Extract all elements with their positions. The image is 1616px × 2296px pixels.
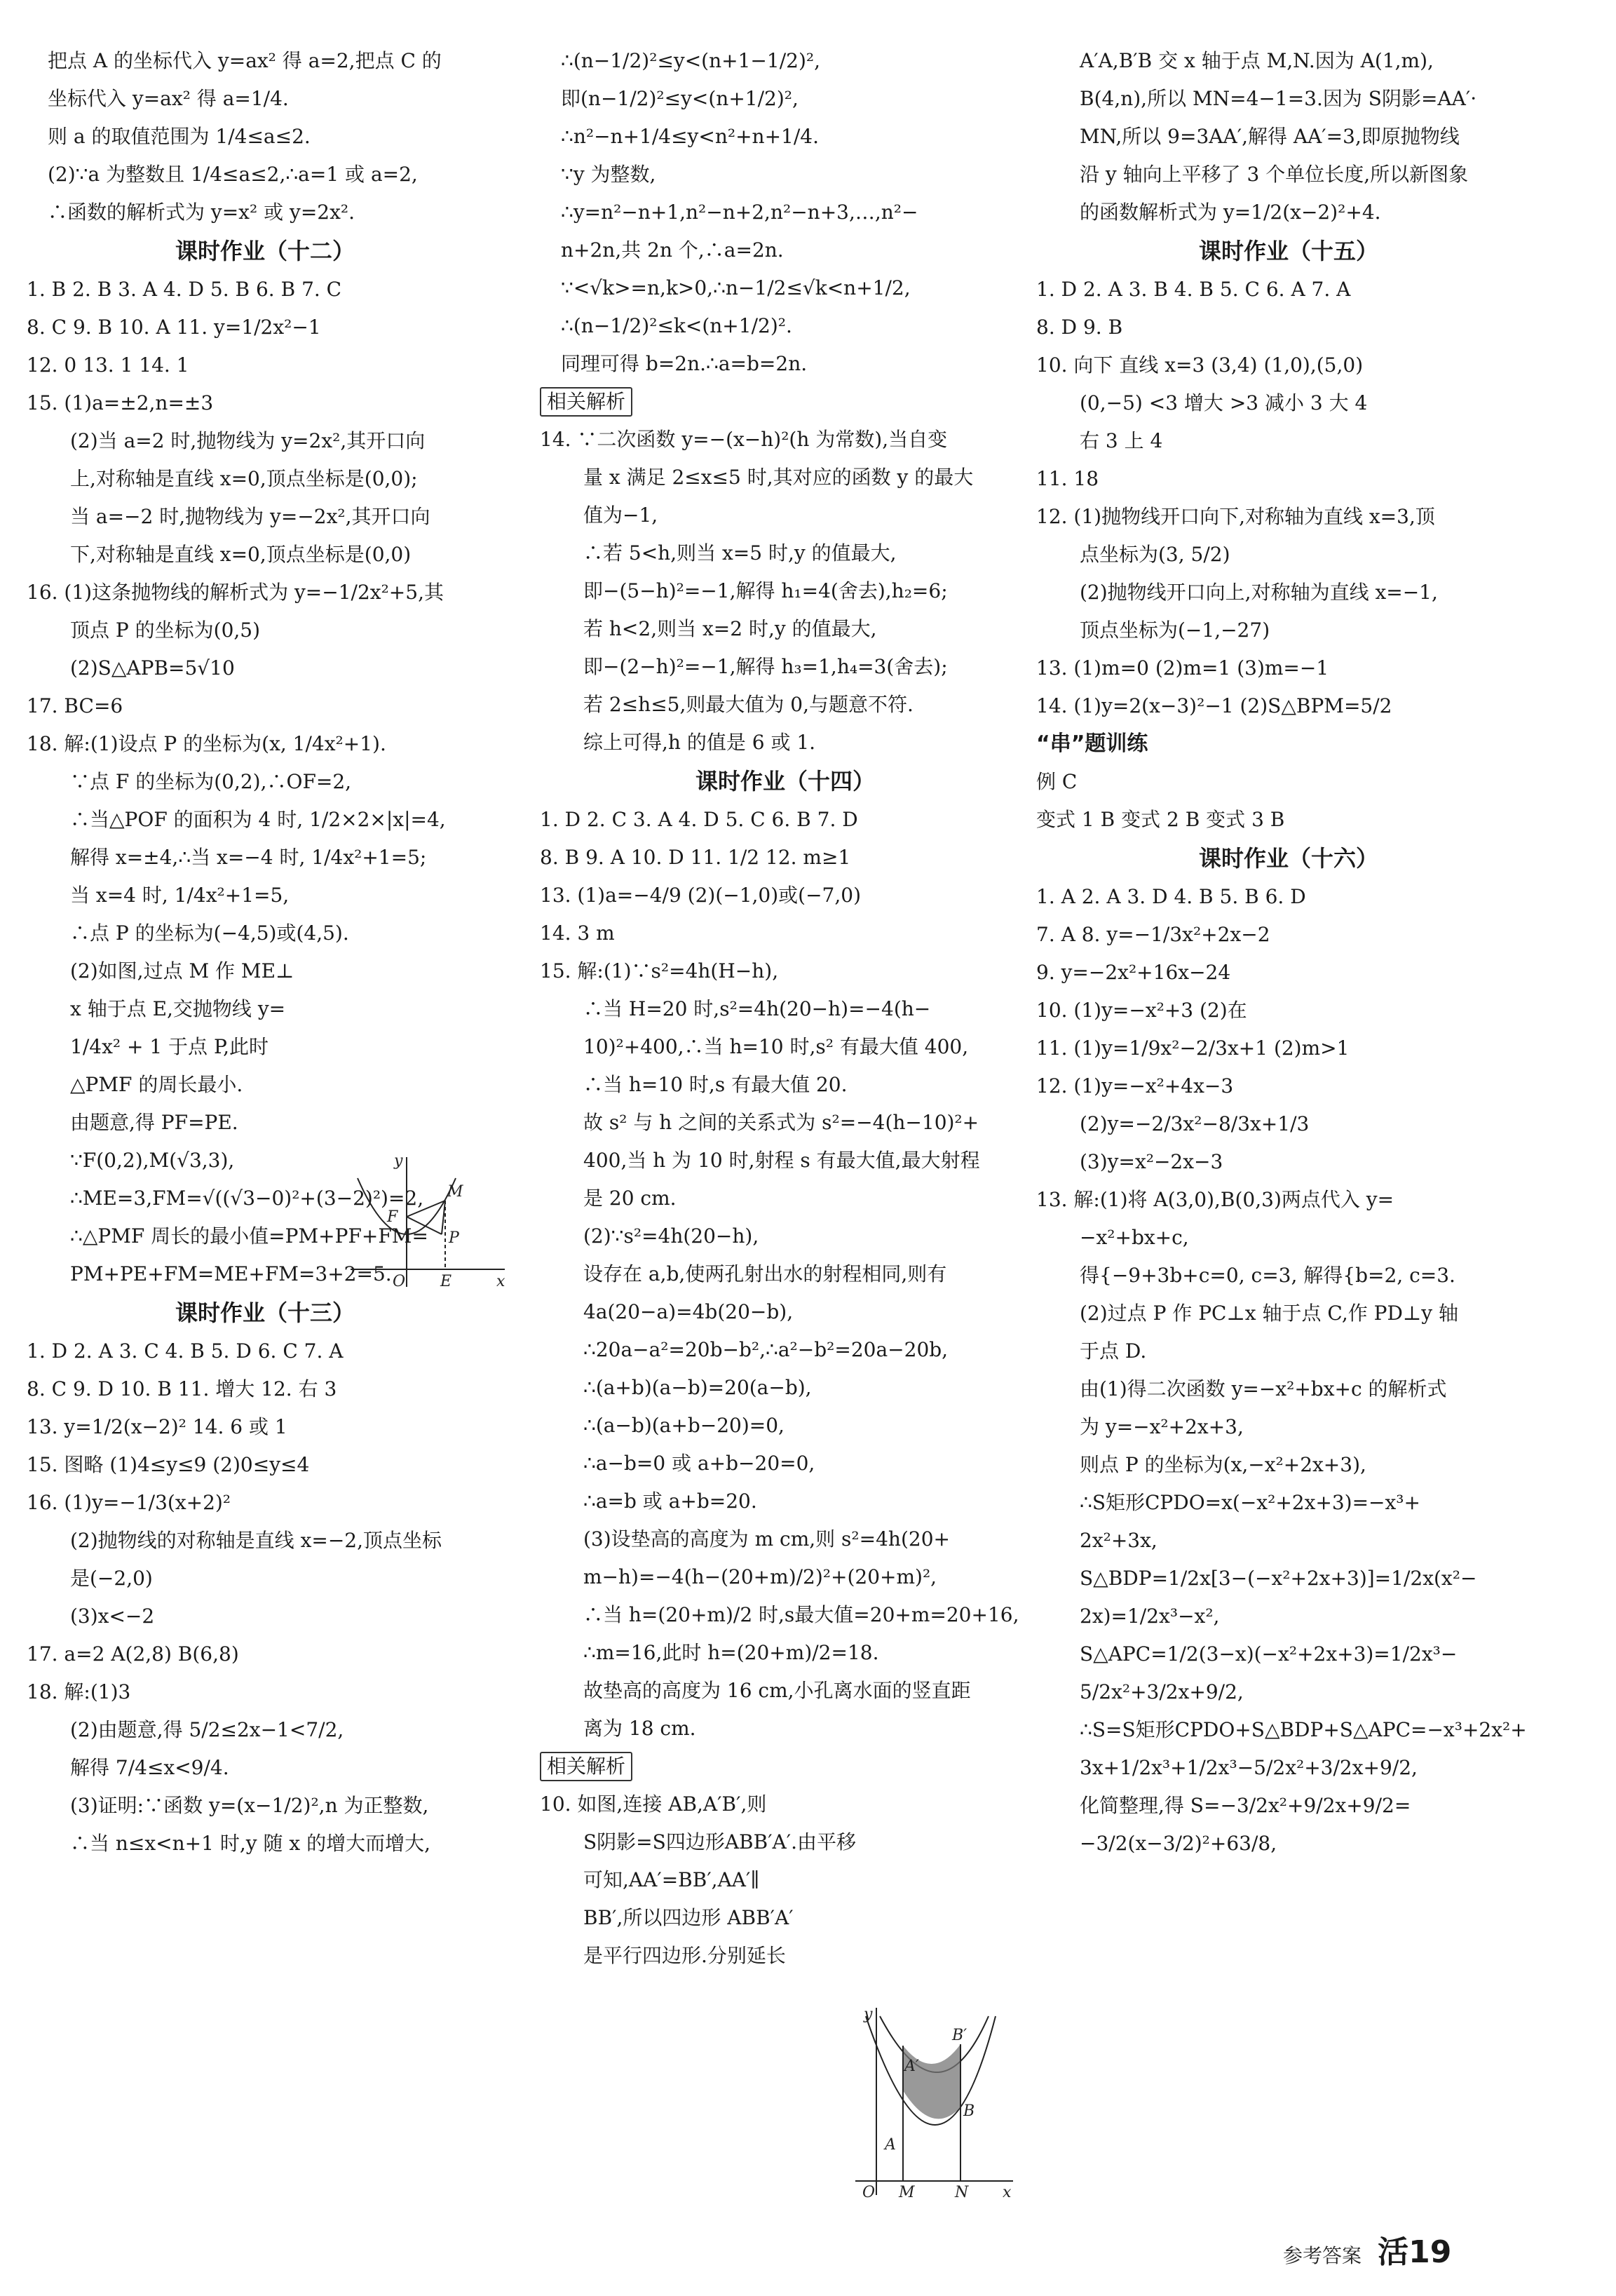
answer-line: 14. ∵二次函数 y=−(x−h)²(h 为常数),当自变 bbox=[540, 428, 948, 451]
section-heading: 课时作业（十五） bbox=[1198, 238, 1378, 264]
text-line: 同理可得 b=2n.∴a=b=2n. bbox=[561, 352, 808, 375]
text-line: 是平行四边形.分别延长 bbox=[583, 1944, 786, 1967]
text-line: 故垫高的高度为 16 cm,小孔离水面的竖直距 bbox=[583, 1679, 971, 1702]
text-line: 于点 D. bbox=[1080, 1339, 1147, 1363]
text-line: B(4,n),所以 MN=4−1=3.因为 S阴影=AA′· bbox=[1080, 87, 1477, 110]
text-line: (2)抛物线的对称轴是直线 x=−2,顶点坐标 bbox=[70, 1529, 442, 1552]
answer-line: 14. 3 m bbox=[540, 921, 615, 945]
text-line: 即(n−1/2)²≤y<(n+1/2)², bbox=[561, 87, 799, 110]
answer-line: 11. 18 bbox=[1036, 467, 1099, 490]
text-line: 下,对称轴是直线 x=0,顶点坐标是(0,0) bbox=[70, 543, 412, 566]
text-line: 是(−2,0) bbox=[70, 1567, 153, 1590]
text-line: −x²+bx+c, bbox=[1080, 1226, 1189, 1249]
text-line: (3)证明:∵函数 y=(x−1/2)²,n 为正整数, bbox=[70, 1794, 429, 1817]
text-line: ∴当 h=10 时,s 有最大值 20. bbox=[583, 1073, 848, 1096]
text-line: ∴ME=3,FM=√((√3−0)²+(3−2)²)=2, bbox=[70, 1187, 424, 1210]
answer-line: 1. D 2. A 3. C 4. B 5. D 6. C 7. A bbox=[27, 1339, 344, 1363]
text-line: 顶点坐标为(−1,−27) bbox=[1080, 619, 1270, 642]
text-line: ∵<√k>=n,k>0,∴n−1/2≤√k<n+1/2, bbox=[561, 276, 911, 299]
text-line: 右 3 上 4 bbox=[1080, 429, 1163, 452]
answer-line: 12. (1)抛物线开口向下,对称轴为直线 x=3,顶 bbox=[1036, 505, 1435, 528]
series-training-heading: “串”题训练 bbox=[1036, 731, 1148, 756]
answer-line: 8. C 9. D 10. B 11. 增大 12. 右 3 bbox=[27, 1377, 337, 1400]
text-line: S△APC=1/2(3−x)(−x²+2x+3)=1/2x³− bbox=[1080, 1642, 1458, 1666]
label-y: y bbox=[864, 2006, 873, 2023]
answer-line: 17. a=2 A(2,8) B(6,8) bbox=[27, 1642, 239, 1666]
text-line: ∴△PMF 周长的最小值=PM+PF+FM= bbox=[70, 1224, 428, 1248]
answer-line: 16. (1)y=−1/3(x+2)² bbox=[27, 1491, 231, 1514]
answer-line: 例 C bbox=[1036, 770, 1078, 793]
text-line: BB′,所以四边形 ABB′A′ bbox=[583, 1906, 794, 1929]
answer-line: 1. D 2. A 3. B 4. B 5. C 6. A 7. A bbox=[1036, 278, 1351, 301]
answer-line: 15. (1)a=±2,n=±3 bbox=[27, 391, 214, 414]
text-line: 故 s² 与 h 之间的关系式为 s²=−4(h−10)²+ bbox=[583, 1111, 979, 1134]
text-line: ∴(a−b)(a+b−20)=0, bbox=[583, 1414, 785, 1437]
text-line: ∴a−b=0 或 a+b−20=0, bbox=[583, 1452, 815, 1475]
answer-line: 1. A 2. A 3. D 4. B 5. B 6. D bbox=[1036, 885, 1306, 908]
label-x: x bbox=[496, 1273, 505, 1290]
answer-line: 8. C 9. B 10. A 11. y=1/2x²−1 bbox=[27, 316, 321, 339]
column-1 bbox=[27, 42, 503, 1863]
text-line: (2)S△APB=5√10 bbox=[70, 656, 235, 680]
text-line: (3)y=x²−2x−3 bbox=[1080, 1150, 1223, 1173]
text-line: 由(1)得二次函数 y=−x²+bx+c 的解析式 bbox=[1080, 1377, 1447, 1400]
text-line: MN,所以 9=3AA′,解得 AA′=3,即原抛物线 bbox=[1080, 125, 1460, 148]
text-line: (2)当 a=2 时,抛物线为 y=2x²,其开口向 bbox=[70, 429, 426, 452]
text-line: S△BDP=1/2x[3−(−x²+2x+3)]=1/2x(x²− bbox=[1080, 1567, 1477, 1590]
text-line: ∵F(0,2),M(√3,3), bbox=[70, 1149, 235, 1172]
answer-line: 变式 1 B 变式 2 B 变式 3 B bbox=[1036, 808, 1285, 831]
answer-line: 8. B 9. A 10. D 11. 1/2 12. m≥1 bbox=[540, 846, 851, 869]
text-line: 1/4x² + 1 于点 P,此时 bbox=[70, 1035, 269, 1058]
answer-line: 9. y=−2x²+16x−24 bbox=[1036, 961, 1231, 984]
text-line: x 轴于点 E,交抛物线 y= bbox=[70, 997, 286, 1020]
text-line: 解得 x=±4,∴当 x=−4 时, 1/4x²+1=5; bbox=[70, 846, 427, 869]
answer-line: 13. (1)m=0 (2)m=1 (3)m=−1 bbox=[1036, 656, 1329, 680]
text-line: 综上可得,h 的值是 6 或 1. bbox=[583, 731, 816, 754]
text-line: 则 a 的取值范围为 1/4≤a≤2. bbox=[48, 125, 311, 148]
text-line: 5/2x²+3/2x+9/2, bbox=[1080, 1680, 1244, 1703]
text-line: ∴点 P 的坐标为(−4,5)或(4,5). bbox=[70, 921, 349, 945]
answer-line: 13. 解:(1)将 A(3,0),B(0,3)两点代入 y= bbox=[1036, 1188, 1394, 1211]
label-p: P bbox=[449, 1229, 459, 1247]
text-line: ∴S=S矩形CPDO+S△BDP+S△APC=−x³+2x²+ bbox=[1080, 1718, 1527, 1741]
text-line: 若 h<2,则当 x=2 时,y 的值最大, bbox=[583, 617, 877, 640]
label-y: y bbox=[394, 1152, 403, 1170]
answer-line: 1. B 2. B 3. A 4. D 5. B 6. B 7. C bbox=[27, 278, 342, 301]
text-line: −3/2(x−3/2)²+63/8, bbox=[1080, 1832, 1277, 1855]
text-line: (2)∵s²=4h(20−h), bbox=[583, 1224, 759, 1248]
text-line: 坐标代入 y=ax² 得 a=1/4. bbox=[48, 87, 289, 110]
section-heading: 课时作业（十四） bbox=[695, 768, 875, 795]
text-line: ∴a=b 或 a+b=20. bbox=[583, 1490, 757, 1513]
label-o: O bbox=[393, 1273, 406, 1290]
column-2 bbox=[540, 42, 1031, 1975]
label-m: M bbox=[447, 1183, 463, 1201]
text-line: ∴当 H=20 时,s²=4h(20−h)=−4(h− bbox=[583, 997, 931, 1020]
footer-label: 参考答案 bbox=[1283, 2244, 1362, 2267]
answer-line: 14. (1)y=2(x−3)²−1 (2)S△BPM=5/2 bbox=[1036, 694, 1392, 717]
text-line: (0,−5) <3 增大 >3 减小 3 大 4 bbox=[1080, 391, 1368, 414]
text-line: ∴(a+b)(a−b)=20(a−b), bbox=[583, 1376, 812, 1399]
text-line: 解得 7/4≤x<9/4. bbox=[70, 1756, 229, 1779]
text-line: (2)如图,过点 M 作 ME⊥ bbox=[70, 959, 294, 982]
answer-line: 10. 如图,连接 AB,A′B′,则 bbox=[540, 1792, 767, 1816]
answer-line: 1. D 2. C 3. A 4. D 5. C 6. B 7. D bbox=[540, 808, 858, 831]
text-line: 是 20 cm. bbox=[583, 1187, 677, 1210]
label-f: F bbox=[387, 1208, 398, 1226]
answer-line: 16. (1)这条抛物线的解析式为 y=−1/2x²+5,其 bbox=[27, 581, 444, 604]
text-line: ∴当△POF 的面积为 4 时, 1/2×2×|x|=4, bbox=[70, 808, 446, 831]
page-number: 活19 bbox=[1378, 2234, 1452, 2270]
text-line: 可知,AA′=BB′,AA′∥ bbox=[583, 1868, 760, 1891]
label-b-prime: B′ bbox=[952, 2027, 967, 2044]
text-line: 得{−9+3b+c=0, c=3, 解得{b=2, c=3. bbox=[1080, 1264, 1455, 1287]
text-line: (2)抛物线开口向上,对称轴为直线 x=−1, bbox=[1080, 581, 1438, 604]
text-line: 则点 P 的坐标为(x,−x²+2x+3), bbox=[1080, 1453, 1366, 1476]
text-line: 由题意,得 PF=PE. bbox=[70, 1111, 238, 1134]
text-line: m−h)=−4(h−(20+m)/2)²+(20+m)², bbox=[583, 1565, 937, 1588]
text-line: ∴当 n≤x<n+1 时,y 随 x 的增大而增大, bbox=[70, 1832, 430, 1855]
text-line: 沿 y 轴向上平移了 3 个单位长度,所以新图象 bbox=[1080, 163, 1469, 186]
answer-line: 7. A 8. y=−1/3x²+2x−2 bbox=[1036, 923, 1270, 946]
text-line: ∴20a−a²=20b−b²,∴a²−b²=20a−20b, bbox=[583, 1338, 949, 1361]
text-line: 值为−1, bbox=[583, 504, 658, 527]
text-line: 上,对称轴是直线 x=0,顶点坐标是(0,0); bbox=[70, 467, 418, 490]
label-m: M bbox=[899, 2184, 915, 2199]
text-line: 即−(2−h)²=−1,解得 h₃=1,h₄=3(舍去); bbox=[583, 655, 948, 678]
answer-line: 11. (1)y=1/9x²−2/3x+1 (2)m>1 bbox=[1036, 1036, 1350, 1060]
label-e: E bbox=[440, 1273, 452, 1290]
answer-line: 15. 解:(1)∵s²=4h(H−h), bbox=[540, 959, 779, 982]
parabola-figure-2 bbox=[848, 2002, 1017, 2199]
text-line: 的函数解析式为 y=1/2(x−2)²+4. bbox=[1080, 201, 1381, 224]
text-line: 化简整理,得 S=−3/2x²+9/2x+9/2= bbox=[1080, 1794, 1411, 1817]
text-line: 3x+1/2x³+1/2x³−5/2x²+3/2x+9/2, bbox=[1080, 1756, 1418, 1779]
text-line: (2)由题意,得 5/2≤2x−1<7/2, bbox=[70, 1718, 344, 1741]
text-line: (2)∵a 为整数且 1/4≤a≤2,∴a=1 或 a=2, bbox=[48, 163, 418, 186]
text-line: ∵y 为整数, bbox=[561, 163, 656, 186]
text-line: 即−(5−h)²=−1,解得 h₁=4(舍去),h₂=6; bbox=[583, 579, 948, 602]
text-line: S阴影=S四边形ABB′A′.由平移 bbox=[583, 1830, 857, 1853]
page-footer bbox=[1283, 2227, 1451, 2271]
answer-line: 17. BC=6 bbox=[27, 694, 123, 717]
text-line: ∵点 F 的坐标为(0,2),∴OF=2, bbox=[70, 770, 352, 793]
text-line: ∴当 h=(20+m)/2 时,s最大值=20+m=20+16, bbox=[583, 1603, 1019, 1626]
answer-line: 10. (1)y=−x²+3 (2)在 bbox=[1036, 999, 1247, 1022]
answer-line: 12. 0 13. 1 14. 1 bbox=[27, 353, 189, 377]
text-line: A′A,B′B 交 x 轴于点 M,N.因为 A(1,m), bbox=[1080, 49, 1434, 72]
text-line: (3)设垫高的高度为 m cm,则 s²=4h(20+ bbox=[583, 1527, 950, 1551]
text-line: 当 x=4 时, 1/4x²+1=5, bbox=[70, 884, 290, 907]
text-line: ∴n²−n+1/4≤y<n²+n+1/4. bbox=[561, 125, 820, 148]
related-analysis-tag: 相关解析 bbox=[540, 387, 632, 417]
parabola-figure-1 bbox=[344, 1150, 512, 1290]
text-line: ∴y=n²−n+1,n²−n+2,n²−n+3,…,n²− bbox=[561, 201, 918, 224]
text-line: ∴若 5<h,则当 x=5 时,y 的值最大, bbox=[583, 541, 897, 565]
answer-line: 15. 图略 (1)4≤y≤9 (2)0≤y≤4 bbox=[27, 1453, 310, 1476]
text-line: PM+PE+FM=ME+FM=3+2=5. bbox=[70, 1262, 392, 1285]
label-n: N bbox=[955, 2184, 969, 2199]
label-b: B bbox=[963, 2102, 975, 2120]
text-line: 设存在 a,b,使两孔射出水的射程相同,则有 bbox=[583, 1262, 947, 1285]
text-line: ∴S矩形CPDO=x(−x²+2x+3)=−x³+ bbox=[1080, 1491, 1420, 1514]
text-line: (2)过点 P 作 PC⊥x 轴于点 C,作 PD⊥y 轴 bbox=[1080, 1302, 1458, 1325]
text-line: n+2n,共 2n 个,∴a=2n. bbox=[561, 238, 784, 262]
related-analysis-tag: 相关解析 bbox=[540, 1752, 632, 1781]
text-line: 10)²+400,∴当 h=10 时,s² 有最大值 400, bbox=[583, 1035, 969, 1058]
answer-line: 8. D 9. B bbox=[1036, 316, 1123, 339]
label-x: x bbox=[1003, 2184, 1012, 2199]
text-line: (2)y=−2/3x²−8/3x+1/3 bbox=[1080, 1112, 1310, 1135]
text-line: 当 a=−2 时,抛物线为 y=−2x²,其开口向 bbox=[70, 505, 430, 528]
text-line: 为 y=−x²+2x+3, bbox=[1080, 1415, 1244, 1438]
answer-line: 13. y=1/2(x−2)² 14. 6 或 1 bbox=[27, 1415, 287, 1438]
section-heading: 课时作业（十六） bbox=[1198, 845, 1378, 872]
text-line: 量 x 满足 2≤x≤5 时,其对应的函数 y 的最大 bbox=[583, 466, 974, 489]
text-line: ∴(n−1/2)²≤k<(n+1/2)². bbox=[561, 314, 792, 337]
text-line: 2x²+3x, bbox=[1080, 1529, 1157, 1552]
label-a: A bbox=[885, 2136, 896, 2154]
text-line: 点坐标为(3, 5/2) bbox=[1080, 543, 1230, 566]
text-line: ∴(n−1/2)²≤y<(n+1−1/2)², bbox=[561, 49, 820, 72]
text-line: ∴m=16,此时 h=(20+m)/2=18. bbox=[583, 1641, 879, 1664]
text-line: 顶点 P 的坐标为(0,5) bbox=[70, 619, 261, 642]
text-line: △PMF 的周长最小. bbox=[70, 1073, 243, 1096]
text-line: ∴函数的解析式为 y=x² 或 y=2x². bbox=[48, 201, 355, 224]
text-line: 4a(20−a)=4b(20−b), bbox=[583, 1300, 794, 1323]
text-line: 400,当 h 为 10 时,射程 s 有最大值,最大射程 bbox=[583, 1149, 980, 1172]
answer-line: 18. 解:(1)设点 P 的坐标为(x, 1/4x²+1). bbox=[27, 732, 386, 755]
text-line: 若 2≤h≤5,则最大值为 0,与题意不符. bbox=[583, 693, 914, 716]
text-line: 离为 18 cm. bbox=[583, 1717, 696, 1740]
section-heading: 课时作业（十三） bbox=[175, 1299, 355, 1326]
label-o: O bbox=[862, 2184, 876, 2199]
answer-line: 13. (1)a=−4/9 (2)(−1,0)或(−7,0) bbox=[540, 884, 862, 907]
answer-line: 18. 解:(1)3 bbox=[27, 1680, 131, 1703]
text-line: (3)x<−2 bbox=[70, 1605, 155, 1628]
answer-line: 12. (1)y=−x²+4x−3 bbox=[1036, 1074, 1234, 1098]
section-heading: 课时作业（十二） bbox=[175, 238, 355, 264]
answer-line: 10. 向下 直线 x=3 (3,4) (1,0),(5,0) bbox=[1036, 353, 1364, 377]
text-line: 把点 A 的坐标代入 y=ax² 得 a=2,把点 C 的 bbox=[48, 49, 442, 72]
text-line: 2x)=1/2x³−x², bbox=[1080, 1605, 1220, 1628]
label-a-prime: A′ bbox=[904, 2058, 919, 2075]
column-3 bbox=[1036, 42, 1541, 1863]
